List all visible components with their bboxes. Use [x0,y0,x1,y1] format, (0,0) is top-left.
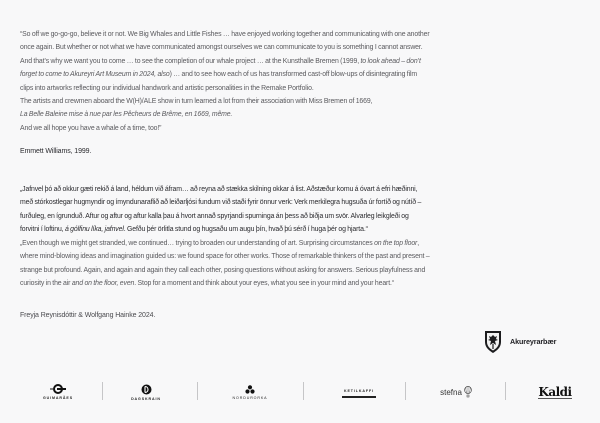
text-line [20,28,590,41]
text-span: . Gefðu þér örlitla stund og hugsaðu um augu þín, hvað þú sérð í huga þér og hjarta.“ [123,226,368,234]
text-line [20,95,590,108]
divider [405,382,406,400]
divider [303,382,304,400]
quote-icelandic [20,183,590,237]
sponsor-guimaraes [38,374,78,410]
text-line [20,82,590,95]
sponsor-label: NORDURORKA [232,395,268,400]
text-span: And that’s why we want you to come … to see the completion of our whale project … at the Kunsthalle Bremen (1999, [20,57,361,65]
text-line [20,237,590,250]
italic-span: on the top floor [374,240,418,247]
divider [505,382,506,400]
text-span: ) … and to see how each of us has transformed cast-off blow-ups of disintegrating film [169,71,418,79]
text-span: The artists and crewmen aboard the W(H)/ALE show in turn learned a lot from their association with Miss Bremen of 1669, [20,97,373,105]
quote-english-1 [20,28,590,135]
text-span: , [417,240,420,247]
text-span: And we all hope you have a whale of a time, too!” [20,124,162,132]
text-line [20,196,590,209]
text-span: „Jafnvel þó að okkur gæti rekið á land, héldum við áfram… að reyna að stækka skilning okkar á list. Aðstæður komu á óvart á efri hæðinni, [20,186,418,193]
text-line [20,183,590,196]
sponsor-label: GUIMARÃES [42,396,74,400]
text-span: „Even though we might get stranded, we continued… trying to broaden our understanding of art. Surprising circumstances [20,240,375,247]
text-span: forvitni í loftinu, [20,226,65,234]
quote-english-2 [20,237,590,291]
guimaraes-logo-icon [50,384,66,394]
signature-reynisdottir-hainke: Freyja Reynisdóttir & Wolfgang Hainke 2024. [20,312,156,319]
italic-span: á gólfinu líka, jafnvel [64,226,124,234]
italic-span: to look ahead – don’t [360,57,421,65]
text-span: clips into artworks reflecting our individual handwork and artistic personalities in the Remake Portfolio. [20,84,314,92]
divider [102,382,103,400]
text-line [20,223,590,236]
text-span: once again. But whether or not what we have communicated amongst ourselves we can communicate to you is something I cannot answer. [20,44,423,52]
nordurorka-logo-icon [245,385,255,394]
divider [197,382,198,400]
text-line [20,122,590,135]
sponsor-label: KETILKAFFI [344,388,374,393]
sponsor-label: DAGSKRAIN [131,396,161,401]
text-line [20,108,590,121]
text-line [20,210,590,223]
text-line [20,55,590,68]
text-span: where mind-blowing ideas and imagination guided us: we found space for other works. Those of remarkable thinkers of the past and present – [20,253,430,261]
sponsor-logos [0,374,600,410]
sponsor-dagskrain [126,374,166,410]
ketilkaffi-logo-icon [342,396,376,398]
text-line [20,41,590,54]
italic-span: forget to come to Akureyri Art Museum in 2024, also [20,71,170,79]
sponsor-ketilkaffi [336,374,382,410]
kaldi-logo-icon: Kaldi [538,384,572,399]
text-span: með stórkostlegar hugmyndir og ímyndunaraflið að leiðarljósi fundum við staði fyrir önnur verk: Verk merkilegra hugsuða úr fortíð og nútíð – [20,199,422,207]
sponsor-nordurorka [225,374,275,410]
sponsor-label: stefna [440,387,462,397]
italic-span: La Belle Baleine mise à nue par les Pêcheurs de Brême, en 1669, même. [20,111,233,119]
text-span: . Stop for a moment and think about your eyes, what you see in your mind and your heart.“ [134,280,394,288]
sponsor-stefna [436,374,476,410]
sponsor-kaldi [535,374,575,410]
text-line [20,250,590,263]
text-line [20,277,590,290]
crest-icon [484,330,502,354]
text-span: curiosity in the air [20,280,72,288]
text-line [20,264,590,277]
text-span: “So off we go-go-go, believe it or not. We Big Whales and Little Fishes … have enjoyed working together and communicating with one another [20,31,430,38]
dagskrain-logo-icon [141,384,152,395]
text-span: strange but profound. Again, and again and again they call each other, posing questions without asking for answers. Serious playfulness and [20,266,426,274]
italic-span: and on the floor, even [71,280,135,288]
balloon-icon [464,386,472,398]
municipality-name: Akureyrarbær [510,337,557,346]
text-line [20,68,590,81]
text-span: furðuleg, en ígrunduð. Aftur og aftur og aftur kalla þau á hvort annað spyrjandi spurninga án þess að biðja um svör. Alvarleg leikgleði og [20,212,409,220]
signature-emmett-williams: Emmett Williams, 1999. [20,148,92,155]
